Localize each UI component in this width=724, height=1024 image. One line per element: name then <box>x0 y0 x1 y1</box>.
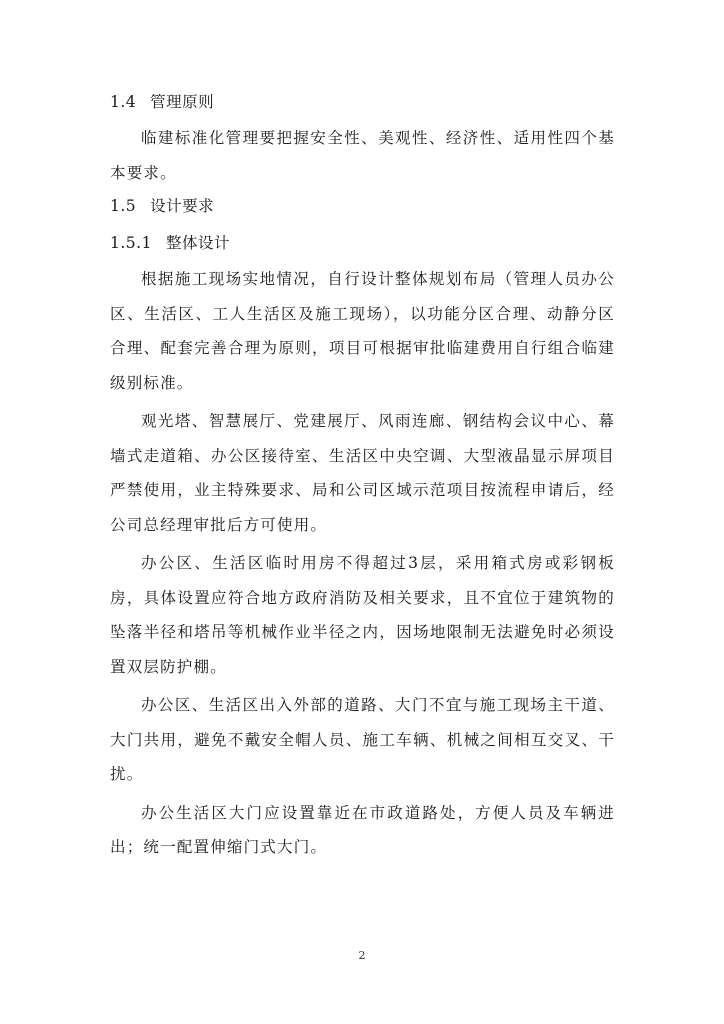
paragraph: 办公区、生活区出入外部的道路、大门不宜与施工现场主干道、大门共用，避免不戴安全帽人员、施工车辆、机械之间相互交叉、干扰。 <box>110 696 615 783</box>
paragraph: 临建标准化管理要把握安全性、美观性、经济性、适用性四个基本要求。 <box>110 129 615 182</box>
section-heading-1-5 <box>110 196 615 216</box>
paragraph: 办公生活区大门应设置靠近在市政道路处，方便人员及车辆进出；统一配置伸缩门式大门。 <box>110 803 615 856</box>
page-number: 2 <box>358 949 366 962</box>
paragraph: 根据施工现场实地情况，自行设计整体规划布局（管理人员办公区、生活区、工人生活区及施工现场），以功能分区合理、动静分区合理、配套完善合理为原则，项目可根据审批临建费用自行组合临建级别标准。 <box>110 270 615 392</box>
section-title: 整体设计 <box>165 234 230 252</box>
section-number: 1.5.1 <box>110 234 152 252</box>
section-number: 1.5 <box>110 197 137 215</box>
section-number: 1.4 <box>110 93 137 111</box>
section-title: 管理原则 <box>150 93 215 111</box>
document-body <box>110 92 615 865</box>
paragraph: 办公区、生活区临时用房不得超过3层，采用箱式房或彩钢板房，具体设置应符合地方政府消防及相关要求，且不宜位于建筑物的坠落半径和塔吊等机械作业半径之内，因场地限制无法避免时必须设置双层防护棚。 <box>110 554 615 676</box>
section-title: 设计要求 <box>150 197 215 215</box>
section-heading-1-4 <box>110 92 615 112</box>
paragraph: 观光塔、智慧展厅、党建展厅、风雨连廊、钢结构会议中心、幕墙式走道箱、办公区接待室、生活区中央空调、大型液晶显示屏项目严禁使用，业主特殊要求、局和公司区域示范项目按流程申请后，经公司总经理审批后方可使用。 <box>110 412 615 534</box>
section-heading-1-5-1 <box>110 233 615 253</box>
